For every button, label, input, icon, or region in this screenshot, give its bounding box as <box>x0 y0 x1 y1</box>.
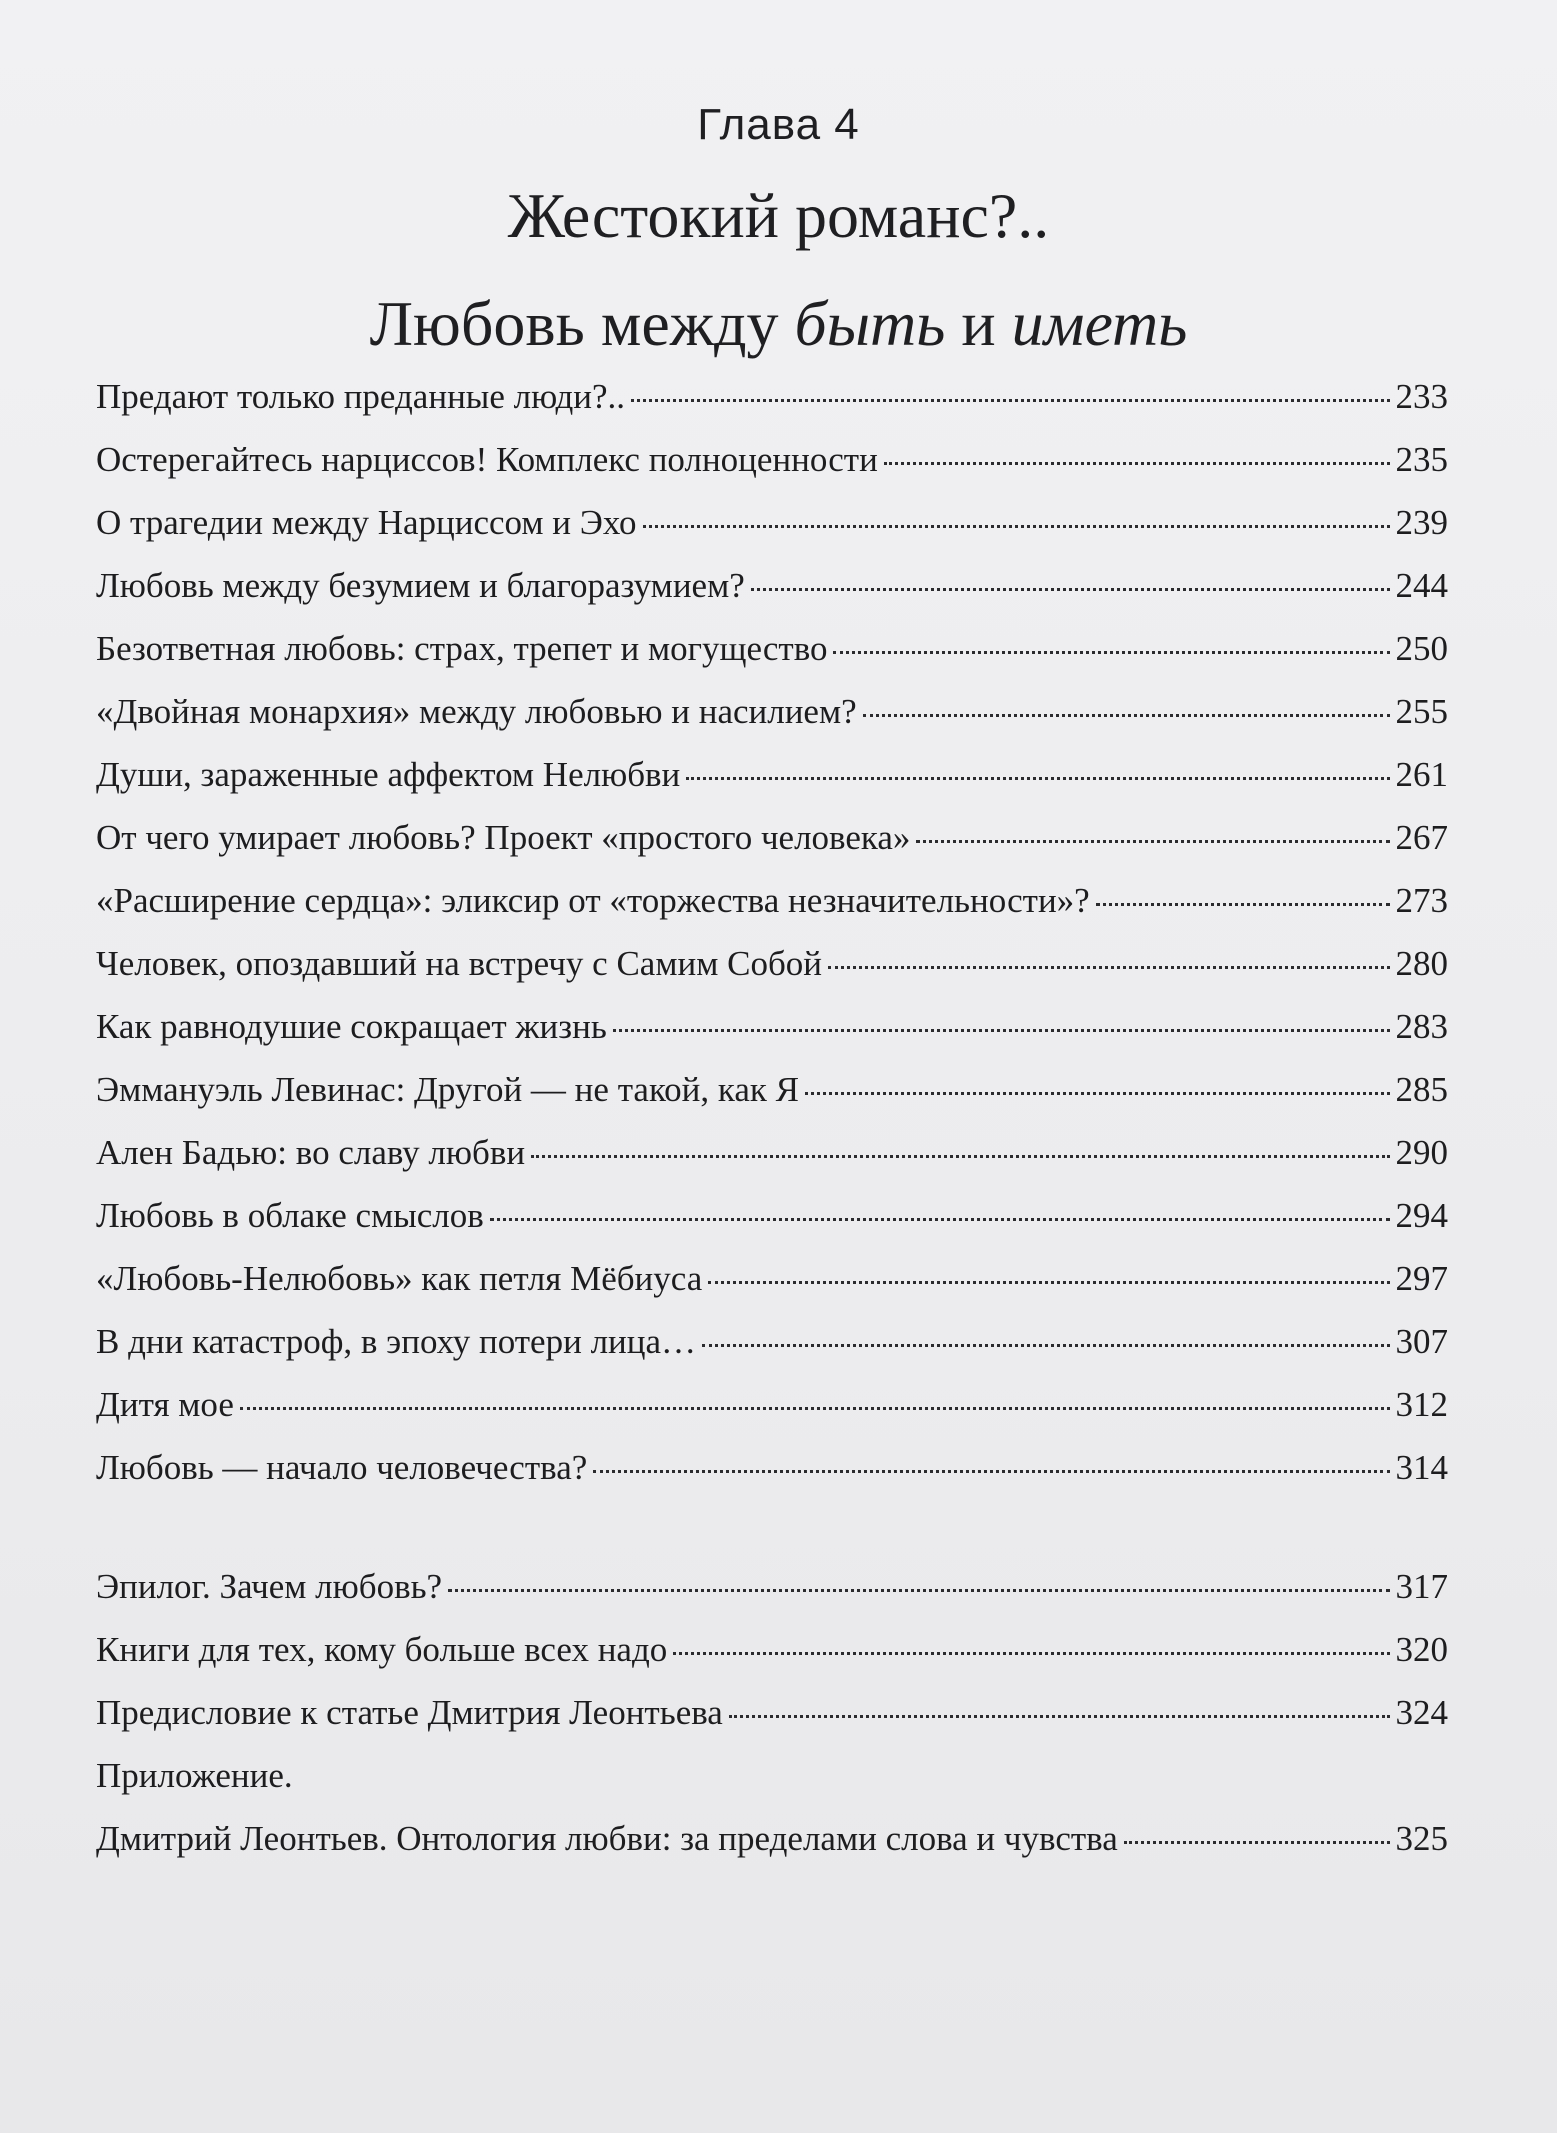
toc-entry-title: Ален Бадью: во славу любви <box>96 1133 526 1172</box>
toc-entry[interactable] <box>96 1126 1448 1180</box>
dot-leader <box>593 1469 1389 1473</box>
dot-leader <box>1096 902 1390 906</box>
toc-entry[interactable] <box>96 748 1448 802</box>
toc-entry-page: 314 <box>1395 1448 1448 1487</box>
toc-entry-title: Эпилог. Зачем любовь? <box>96 1567 443 1606</box>
toc-entry[interactable] <box>96 370 1448 424</box>
toc-entry-title: Любовь в облаке смыслов <box>96 1196 484 1235</box>
dot-leader <box>643 524 1390 528</box>
toc-entry[interactable] <box>96 1252 1448 1306</box>
toc-entry-page: 325 <box>1395 1819 1448 1858</box>
toc-entry-title: Эммануэль Левинас: Другой — не такой, как Я <box>96 1070 800 1109</box>
dot-leader <box>531 1154 1389 1158</box>
toc-entry-title: От чего умирает любовь? Проект «простого человека» <box>96 818 911 857</box>
toc-entry-title: Предают только преданные люди?.. <box>96 377 626 416</box>
toc-entry-title: Приложение. <box>96 1756 293 1795</box>
toc-entry-page: 235 <box>1395 440 1448 479</box>
dot-leader <box>828 965 1390 969</box>
toc-entry[interactable] <box>96 1315 1448 1369</box>
toc-entry-page: 294 <box>1395 1196 1448 1235</box>
toc-entry-page: 297 <box>1395 1259 1448 1298</box>
dot-leader <box>805 1091 1389 1095</box>
toc-entry[interactable] <box>96 559 1448 613</box>
dot-leader <box>240 1406 1390 1410</box>
toc-entry-page: 290 <box>1395 1133 1448 1172</box>
toc-entry[interactable] <box>96 1623 1448 1677</box>
toc-entry-title: Любовь между безумием и благоразумием? <box>96 566 745 605</box>
dot-leader <box>751 587 1390 591</box>
toc-entry-title: Безответная любовь: страх, трепет и могущество <box>96 629 828 668</box>
toc-entry-title: «Двойная монархия» между любовью и насилием? <box>96 692 857 731</box>
toc-entry-page: 250 <box>1395 629 1448 668</box>
chapter-title <box>0 162 1557 378</box>
chapter-title-line-2: Любовь между быть и иметь <box>369 288 1188 359</box>
toc-entry-page: 267 <box>1395 818 1448 857</box>
toc-entry[interactable] <box>96 1441 1448 1495</box>
dot-leader <box>863 713 1390 717</box>
toc-entry-page: 324 <box>1395 1693 1448 1732</box>
toc-entry-title: Предисловие к статье Дмитрия Леонтьева <box>96 1693 723 1732</box>
toc-entry[interactable] <box>96 1686 1448 1740</box>
dot-leader <box>702 1343 1389 1347</box>
dot-leader <box>729 1714 1390 1718</box>
toc-entry-page: 285 <box>1395 1070 1448 1109</box>
toc-entry[interactable] <box>96 811 1448 865</box>
toc-entry-title: Дитя мое <box>96 1385 234 1424</box>
toc-entry[interactable] <box>96 685 1448 739</box>
toc-entry-page: 255 <box>1395 692 1448 731</box>
toc-entry-page: 307 <box>1395 1322 1448 1361</box>
toc-entry-page: 239 <box>1395 503 1448 542</box>
toc-entry[interactable] <box>96 1812 1448 1866</box>
toc-entry[interactable] <box>96 496 1448 550</box>
toc-entry-appendix-heading <box>96 1749 1448 1803</box>
dot-leader <box>708 1280 1389 1284</box>
toc-entry-title: Души, зараженные аффектом Нелюбви <box>96 755 681 794</box>
dot-leader <box>448 1588 1389 1592</box>
toc-entry-page: 261 <box>1395 755 1448 794</box>
toc-entry[interactable] <box>96 937 1448 991</box>
toc-entry-title: Остерегайтесь нарциссов! Комплекс полноценности <box>96 440 878 479</box>
dot-leader <box>916 839 1389 843</box>
toc-entry[interactable] <box>96 1000 1448 1054</box>
toc-entry-page: 320 <box>1395 1630 1448 1669</box>
dot-leader <box>884 461 1390 465</box>
toc-entry[interactable] <box>96 1560 1448 1614</box>
toc-entry-title: Любовь — начало человечества? <box>96 1448 588 1487</box>
toc-entry-page: 317 <box>1395 1567 1448 1606</box>
toc-entry-page: 233 <box>1395 377 1448 416</box>
toc-entry[interactable] <box>96 622 1448 676</box>
dot-leader <box>673 1651 1389 1655</box>
toc-entry-title: «Расширение сердца»: эликсир от «торжества незначительности»? <box>96 881 1090 920</box>
toc-entry-page: 312 <box>1395 1385 1448 1424</box>
toc-entry-page: 283 <box>1395 1007 1448 1046</box>
dot-leader <box>613 1028 1390 1032</box>
dot-leader <box>490 1217 1390 1221</box>
toc-entry-page: 273 <box>1395 881 1448 920</box>
toc-entry-title: В дни катастроф, в эпоху потери лица… <box>96 1322 697 1361</box>
toc-entry-title: Дмитрий Леонтьев. Онтология любви: за пределами слова и чувства <box>96 1819 1118 1858</box>
chapter-title-line-1: Жестокий романс?.. <box>507 180 1050 251</box>
toc-entry-title: «Любовь-Нелюбовь» как петля Мёбиуса <box>96 1259 703 1298</box>
toc-entry[interactable] <box>96 1378 1448 1432</box>
toc-entry-title: Книги для тех, кому больше всех надо <box>96 1630 668 1669</box>
toc-entry-title: Человек, опоздавший на встречу с Самим Собой <box>96 944 822 983</box>
dot-leader <box>833 650 1389 654</box>
toc-entry-title: Как равнодушие сокращает жизнь <box>96 1007 607 1046</box>
toc-entry-title: О трагедии между Нарциссом и Эхо <box>96 503 637 542</box>
dot-leader <box>631 398 1389 402</box>
dot-leader <box>1124 1840 1390 1844</box>
toc-entry-page: 244 <box>1395 566 1448 605</box>
toc-entry[interactable] <box>96 1189 1448 1243</box>
chapter-label: Глава 4 <box>697 100 860 149</box>
dot-leader <box>686 776 1389 780</box>
toc-entry[interactable] <box>96 433 1448 487</box>
toc-entry[interactable] <box>96 1063 1448 1117</box>
toc-entry[interactable] <box>96 874 1448 928</box>
toc-entry-page: 280 <box>1395 944 1448 983</box>
